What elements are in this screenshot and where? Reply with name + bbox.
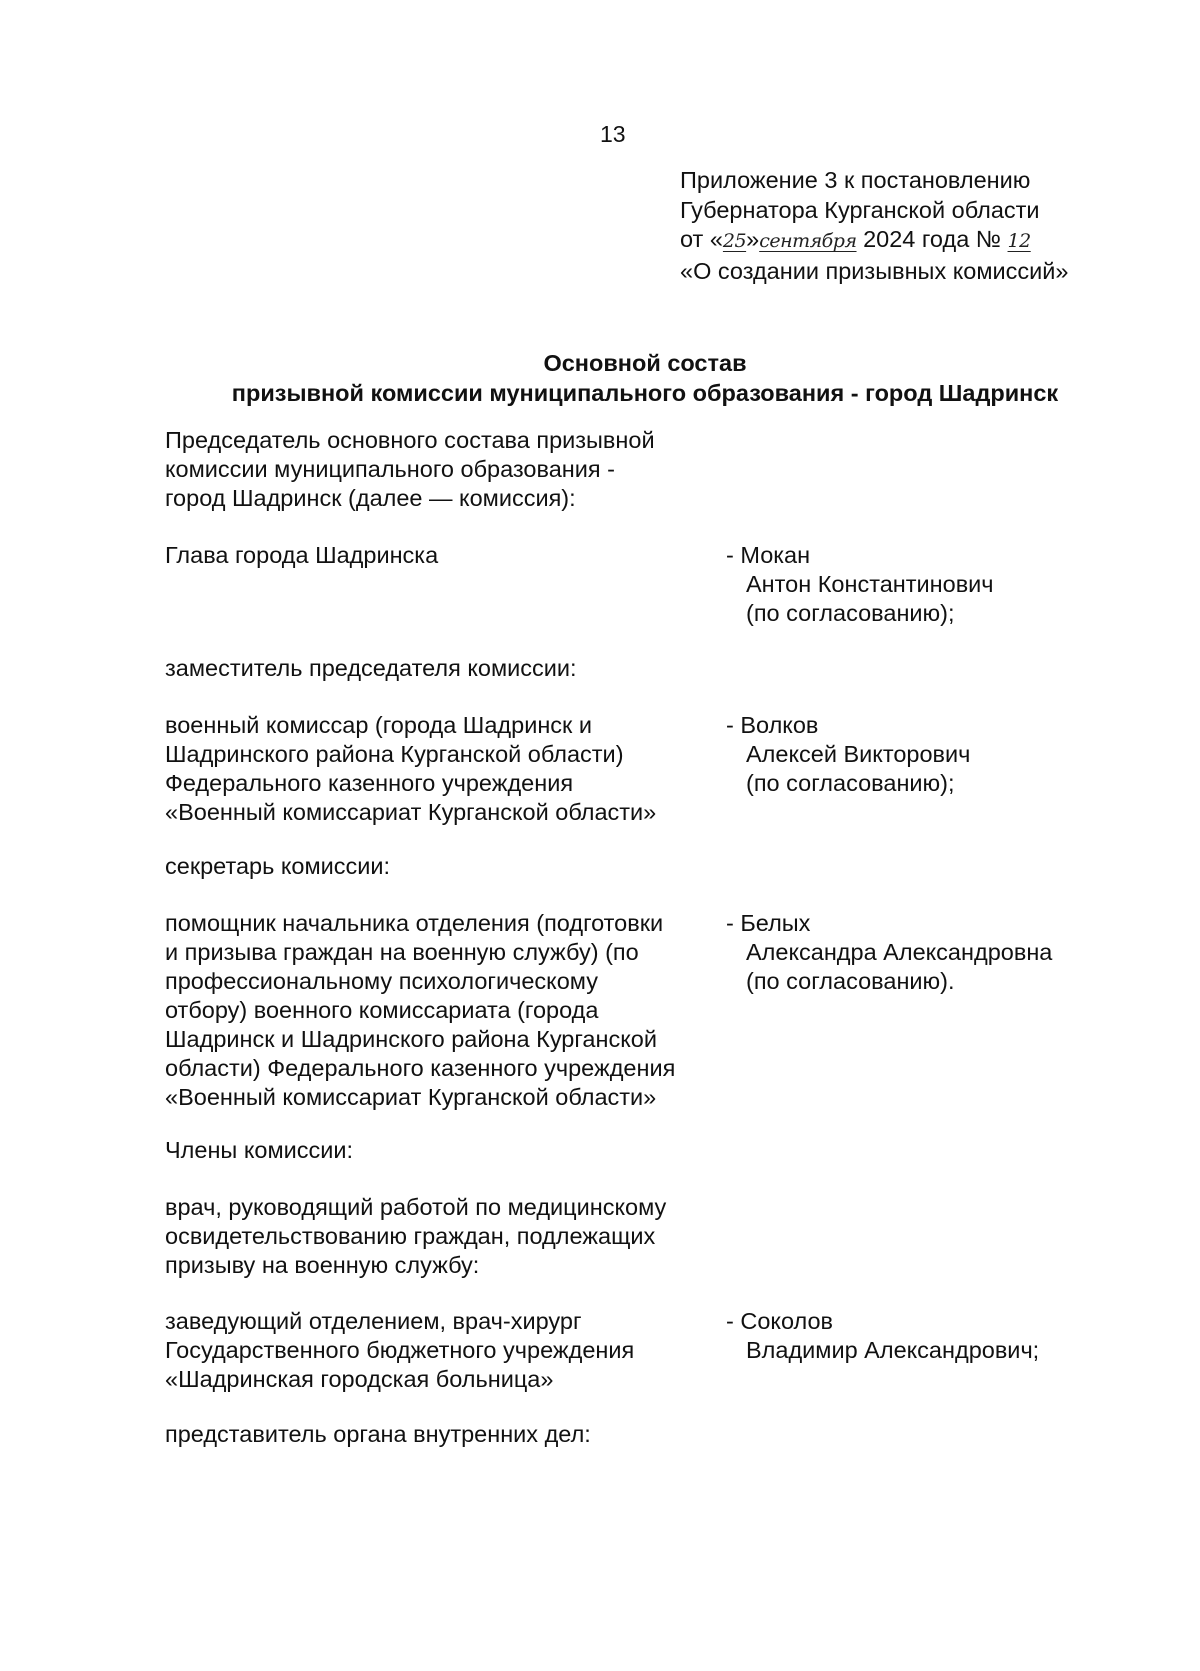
doctor-heading-line: врач, руководящий работой по медицинскому (165, 1194, 667, 1220)
appendix-header (680, 166, 1180, 286)
title-line-2: призывной комиссии муниципального образования - город Шадринск (231, 380, 1059, 406)
doctor-heading-line: освидетельствованию граждан, подлежащих (165, 1223, 656, 1249)
secretary-person (726, 909, 1126, 996)
appendix-line-1: Приложение 3 к постановлению (680, 167, 1031, 193)
doctor-position-line: Государственного бюджетного учреждения (165, 1337, 635, 1363)
handwritten-day: 25 (722, 230, 747, 252)
handwritten-month: сентября (759, 230, 857, 252)
deputy-position-line: «Военный комиссариат Курганской области» (165, 799, 657, 825)
deputy-note: (по согласованию); (746, 770, 955, 796)
appendix-line-3 (680, 225, 1180, 257)
secretary-position-line: области) Федерального казенного учреждения (165, 1055, 676, 1081)
secretary-position-line: профессиональному психологическому (165, 968, 598, 994)
appendix-year-number: 2024 года № (863, 226, 1001, 252)
doctor-position (165, 1307, 725, 1394)
doctor-surname: - Соколов (726, 1308, 834, 1334)
doctor-position-line: заведующий отделением, врач-хирург (165, 1308, 582, 1334)
appendix-line-2: Губернатора Курганской области (680, 196, 1040, 223)
secretary-position-line: отбору) военного комиссариата (города (165, 997, 599, 1023)
deputy-position-line: Федерального казенного учреждения (165, 770, 574, 796)
chair-person (726, 541, 1126, 628)
secretary-position-line: и призыва граждан на военную службу) (по (165, 939, 639, 965)
doctor-person (726, 1307, 1126, 1365)
chair-surname: - Мокан (726, 542, 811, 568)
deputy-position-line: военный комиссар (города Шадринск и (165, 712, 592, 738)
deputy-position-line: Шадринского района Курганской области) (165, 741, 624, 767)
secretary-surname: - Белых (726, 910, 811, 936)
secretary-position (165, 909, 725, 1112)
page-number: 13 (600, 121, 626, 147)
title-line-1: Основной состав (543, 350, 747, 376)
doctor-given-names: Владимир Александрович; (746, 1337, 1040, 1363)
chair-heading-line: Председатель основного состава призывной (165, 427, 655, 453)
secretary-position-line: Шадринск и Шадринского района Курганской (165, 1026, 657, 1052)
document-title (140, 348, 1150, 408)
appendix-line-4: «О создании призывных комиссий» (680, 257, 1069, 284)
deputy-given-names: Алексей Викторович (746, 741, 971, 767)
chair-given-names: Антон Константинович (746, 571, 994, 597)
chair-heading-line: город Шадринск (далее — комиссия): (165, 485, 576, 511)
chair-note: (по согласованию); (746, 600, 955, 626)
doctor-heading (165, 1193, 725, 1280)
chair-position: Глава города Шадринска (165, 542, 439, 568)
doctor-position-line: «Шадринская городская больница» (165, 1366, 554, 1392)
police-heading: представитель органа внутренних дел: (165, 1421, 591, 1447)
handwritten-number: 12 (1007, 230, 1031, 252)
chair-heading (165, 426, 725, 513)
appendix-date-quote: » (746, 226, 760, 252)
deputy-heading: заместитель председателя комиссии: (165, 655, 577, 681)
secretary-position-line: «Военный комиссариат Курганской области» (165, 1084, 657, 1110)
secretary-given-names: Александра Александровна (746, 939, 1053, 965)
deputy-surname: - Волков (726, 712, 819, 738)
chair-heading-line: комиссии муниципального образования - (165, 456, 615, 482)
doctor-heading-line: призыву на военную службу: (165, 1252, 480, 1278)
deputy-person (726, 711, 1126, 798)
secretary-heading: секретарь комиссии: (165, 853, 391, 879)
secretary-note: (по согласованию). (746, 968, 955, 994)
deputy-position (165, 711, 725, 827)
secretary-position-line: помощник начальника отделения (подготовки (165, 910, 664, 936)
members-heading: Члены комиссии: (165, 1137, 354, 1163)
appendix-date-prefix: от « (680, 226, 723, 252)
